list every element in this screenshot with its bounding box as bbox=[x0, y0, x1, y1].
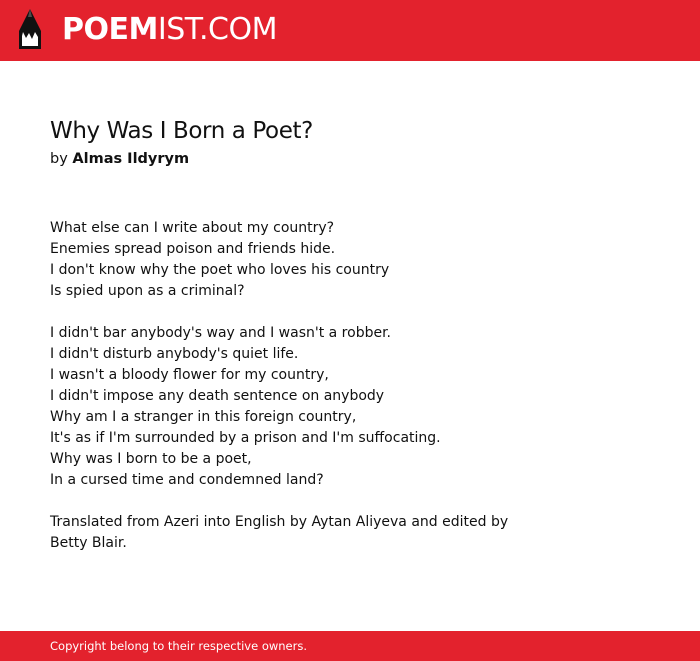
poem-line: Why am I a stranger in this foreign country, bbox=[50, 409, 357, 425]
poem-line: I didn't impose any death sentence on anybody bbox=[50, 388, 385, 404]
poem-line: I wasn't a bloody flower for my country, bbox=[50, 367, 329, 383]
poem-author: Almas Ildyrym bbox=[72, 151, 190, 167]
pen-nib-icon[interactable] bbox=[17, 9, 43, 52]
poem-line: I didn't disturb anybody's quiet life. bbox=[50, 346, 299, 362]
poem-line: In a cursed time and condemned land? bbox=[50, 472, 324, 488]
translation-note: Translated from Azeri into English by Aytan Aliyeva and edited by Betty Blair. bbox=[50, 514, 509, 551]
poem-body bbox=[50, 218, 550, 554]
logo-text-thin: IST.COM bbox=[157, 12, 277, 47]
byline-prefix: by bbox=[50, 151, 68, 167]
site-header bbox=[0, 0, 700, 61]
poem-line: What else can I write about my country? bbox=[50, 220, 335, 236]
site-footer bbox=[0, 631, 700, 661]
poem-line: I didn't bar anybody's way and I wasn't a robber. bbox=[50, 325, 391, 341]
poem-line: Enemies spread poison and friends hide. bbox=[50, 241, 336, 257]
copyright-text: Copyright belong to their respective owners. bbox=[50, 639, 308, 653]
site-logo[interactable] bbox=[62, 12, 277, 48]
poem-byline bbox=[50, 149, 189, 169]
poem-stanza bbox=[50, 323, 550, 491]
poem-line: Is spied upon as a criminal? bbox=[50, 283, 245, 299]
logo-text-bold: POEM bbox=[62, 12, 158, 47]
poem-line: Why was I born to be a poet, bbox=[50, 451, 252, 467]
poem-line: I don't know why the poet who loves his country bbox=[50, 262, 390, 278]
poem-stanza bbox=[50, 218, 550, 302]
poem-line: It's as if I'm surrounded by a prison and I'm suffocating. bbox=[50, 430, 441, 446]
poem-title: Why Was I Born a Poet? bbox=[50, 118, 313, 144]
